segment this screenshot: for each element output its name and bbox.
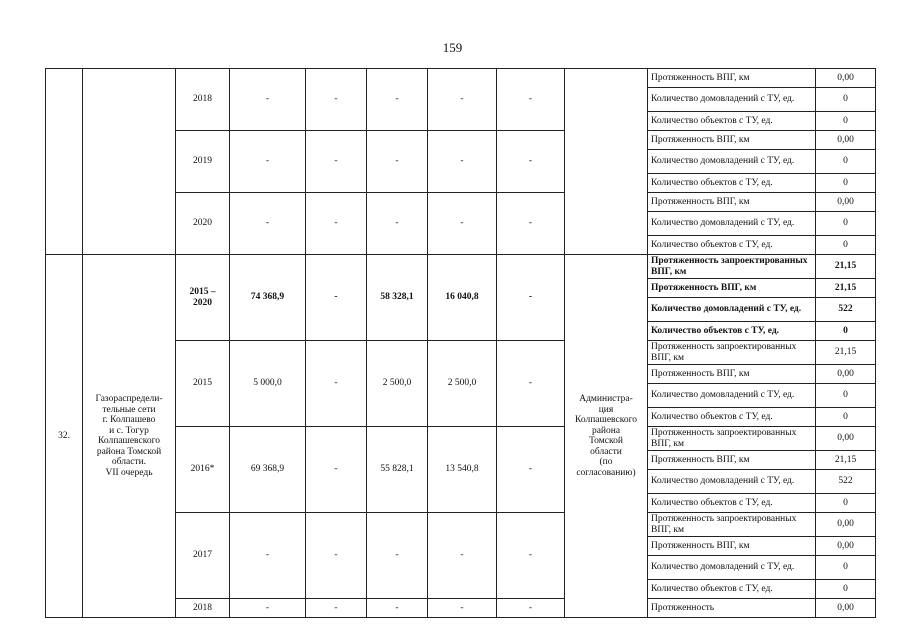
year-cell: 2017 [176, 513, 230, 599]
table-row: Количество объектов с ТУ, ед. 0 [46, 112, 876, 131]
year-cell: 2020 [176, 193, 230, 255]
table-row: 2016* 69 368,9 - 55 828,1 13 540,8 - Протяженность запроектированных ВПГ, км 0,00 [46, 427, 876, 451]
table-row: Протяженность ВПГ, км 21,15 [46, 279, 876, 298]
table-row: 2020 - - - - - Протяженность ВПГ, км 0,00 [46, 193, 876, 212]
responsible-executor: Администра- ция Колпашевского района Томской области (по согласованию) [565, 255, 648, 618]
table-row: Количество объектов с ТУ, ед. 0 [46, 494, 876, 513]
prev-name-cell [83, 69, 176, 255]
table-row: Количество домовладений с ТУ, ед. 0 [46, 88, 876, 112]
prev-responsible-cell [565, 69, 648, 255]
table-row: 2017 - - - - - Протяженность запроектированных ВПГ, км 0,00 [46, 513, 876, 537]
table-row: 32. Газораспредели- тельные сети г. Колпашево и с. Тогур Колпашевского района Томской области. VII очередь 2015 – 2020 74 368,9 - 58 328,1 16 040,8 - Администра- ция Колпашевского района Томской области (по согласованию) Протяженность запроектированных ВПГ, км 21,15 [46, 255, 876, 279]
year-cell: 2016* [176, 427, 230, 513]
table-row: Количество домовладений с ТУ, ед. 522 [46, 298, 876, 322]
year-cell: 2018 [176, 599, 230, 618]
table-row: Количество объектов с ТУ, ед. 0 [46, 174, 876, 193]
table-row: 2018 - - - - - Протяженность ВПГ, км 0,00 [46, 69, 876, 88]
table-row: Количество домовладений с ТУ, ед. 0 [46, 150, 876, 174]
year-cell: 2015 [176, 341, 230, 427]
project-name: Газораспредели- тельные сети г. Колпашево и с. Тогур Колпашевского района Томской области. VII очередь [83, 255, 176, 618]
program-table [45, 68, 876, 618]
table-row: Количество домовладений с ТУ, ед. 0 [46, 212, 876, 236]
table-row: 2015 5 000,0 - 2 500,0 2 500,0 - Протяженность запроектированных ВПГ, км 21,15 [46, 341, 876, 365]
prev-num-cell [46, 69, 83, 255]
table-row: Количество домовладений с ТУ, ед. 0 [46, 556, 876, 580]
table-row: Количество объектов с ТУ, ед. 0 [46, 580, 876, 599]
table-row: Количество объектов с ТУ, ед. 0 [46, 236, 876, 255]
project-number: 32. [46, 255, 83, 618]
year-cell: 2018 [176, 69, 230, 131]
table-row: Количество домовладений с ТУ, ед. 0 [46, 384, 876, 408]
page-number: 159 [442, 40, 463, 55]
table-row: Протяженность ВПГ, км 0,00 [46, 537, 876, 556]
table-row: Количество объектов с ТУ, ед. 0 [46, 322, 876, 341]
year-cell: 2019 [176, 131, 230, 193]
indicator-label: Протяженность ВПГ, км [648, 69, 816, 88]
year-cell-total: 2015 – 2020 [176, 255, 230, 341]
table-row: 2018 - - - - - Протяженность 0,00 [46, 599, 876, 618]
table-row: Количество домовладений с ТУ, ед. 522 [46, 470, 876, 494]
table-row: Протяженность ВПГ, км 0,00 [46, 365, 876, 384]
indicator-value: 0,00 [816, 69, 876, 88]
table-row: Протяженность ВПГ, км 21,15 [46, 451, 876, 470]
table-row: Количество объектов с ТУ, ед. 0 [46, 408, 876, 427]
table-row: 2019 - - - - - Протяженность ВПГ, км 0,00 [46, 131, 876, 150]
